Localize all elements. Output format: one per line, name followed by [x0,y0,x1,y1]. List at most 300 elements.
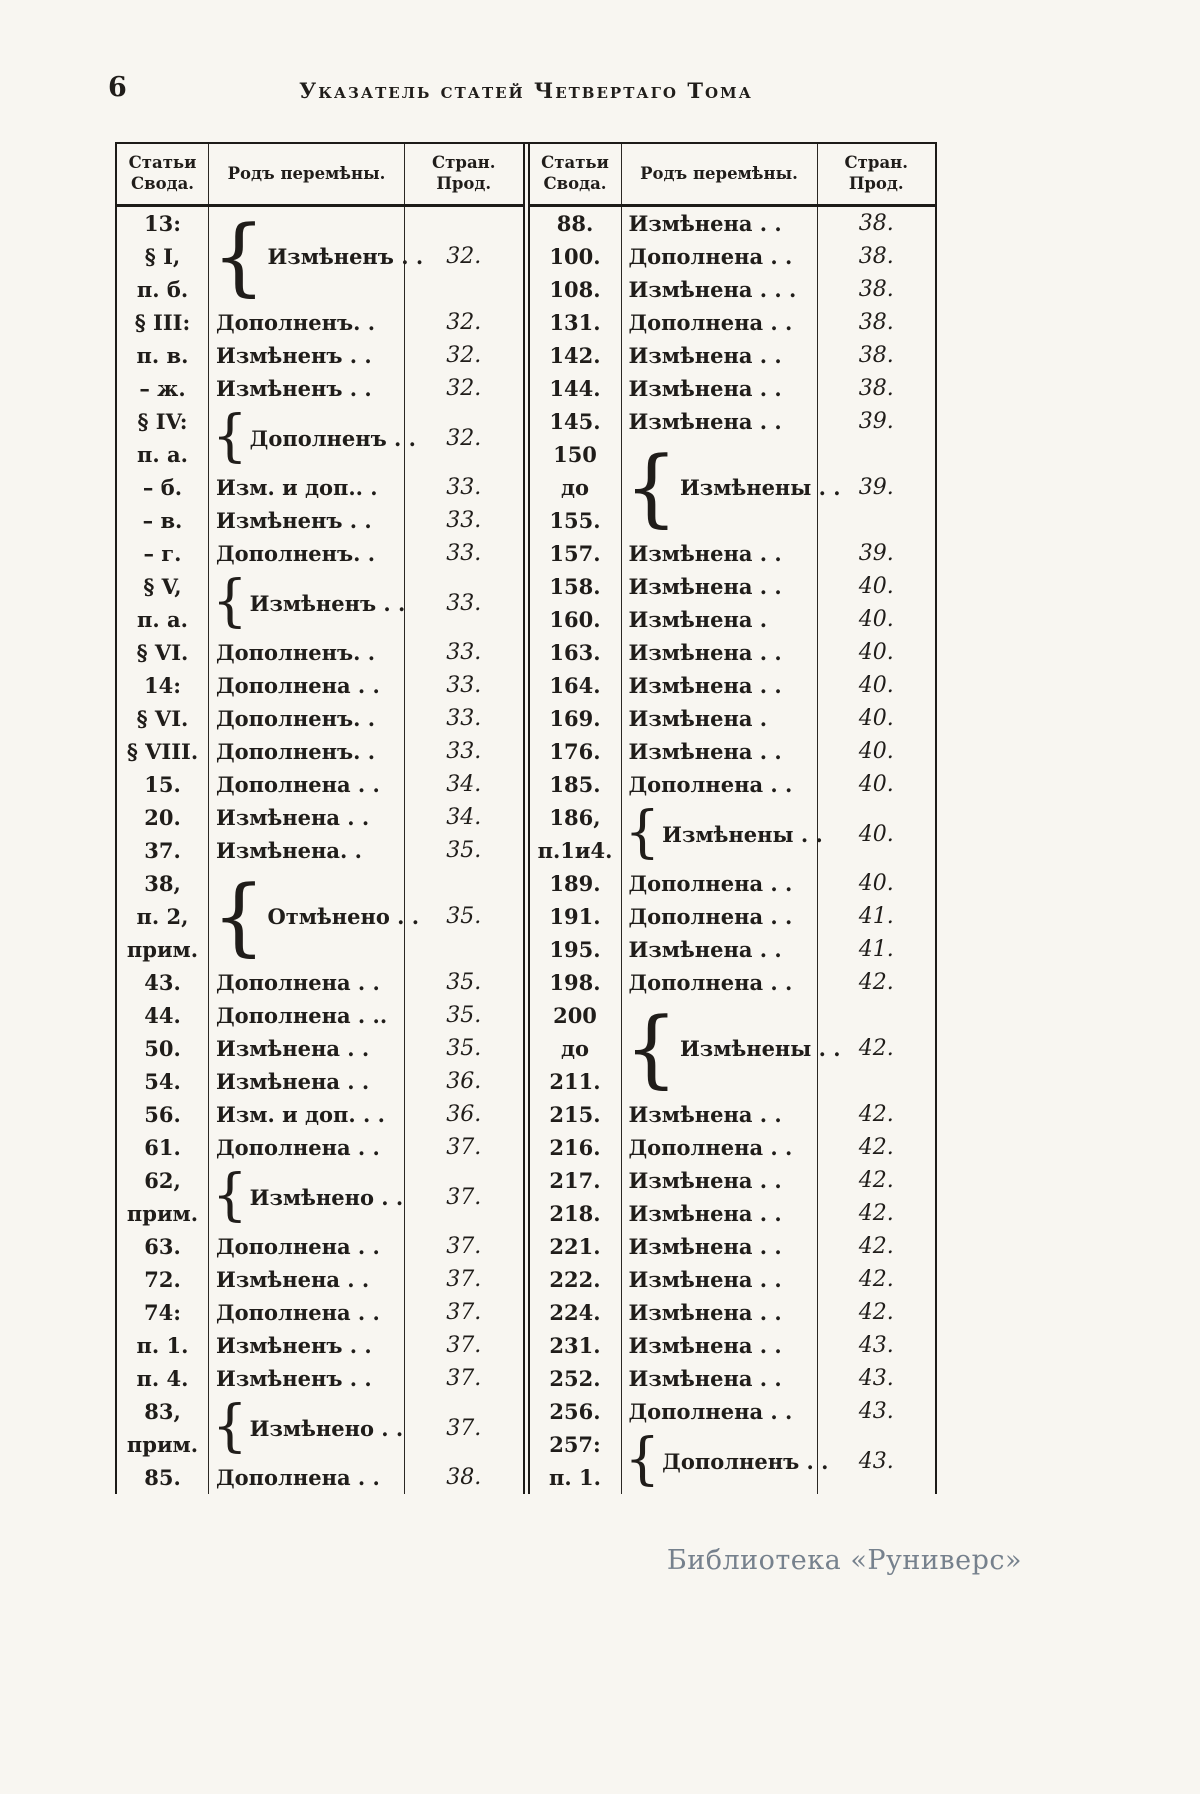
change-cell [622,437,841,537]
change-cell [209,372,405,405]
page-ref-cell [405,867,523,966]
change-cell [209,636,405,669]
page-ref-cell [405,1395,523,1461]
change-type: Измѣнена . . [628,1267,782,1292]
page-ref: 33. [446,706,482,731]
page-ref-cell [818,207,936,240]
article-cell [530,933,622,966]
col-header-page: Стран. Прод. [432,153,496,193]
change-type: Измѣнено . . [249,1184,404,1210]
change-type: Измѣнена . . [628,343,782,368]
page-ref: 33. [446,640,482,665]
change-cell [622,339,818,372]
change-cell [209,702,405,735]
change-cell [622,1230,818,1263]
change-type: Дополненъ . . [662,1448,829,1474]
change-cell [622,998,841,1098]
page-ref: 41. [858,904,894,929]
page-ref-cell [818,1395,936,1428]
change-cell [209,306,405,339]
page-ref: 40. [858,739,894,764]
page-ref: 40. [858,574,894,599]
change-type: Дополнена . . [628,904,793,929]
table-row [117,471,523,504]
change-cell [209,735,405,768]
article-number: 74: [144,1300,181,1325]
change-cell [622,768,818,801]
page-ref: 34. [446,805,482,830]
page-ref: 40. [858,772,894,797]
page-ref: 39. [858,541,894,566]
article-cell [530,702,622,735]
table-row [117,570,523,636]
change-cell [209,504,405,537]
change-type: Дополнена . . [216,1300,380,1325]
article-number: до [560,1036,589,1061]
article-number: 216. [549,1135,601,1160]
article-cell [117,636,209,669]
article-cell [117,1395,209,1461]
table-body-right [530,207,936,1494]
article-number: 252. [549,1366,601,1391]
page-ref: 37. [446,1300,482,1325]
change-type: Дополнена . . [216,772,380,797]
table-row [530,669,936,702]
page-ref: 42. [858,1102,894,1127]
article-cell [530,1428,622,1494]
article-cell [530,570,622,603]
page-ref-cell [405,768,523,801]
change-type: Измѣненъ . . [216,1333,372,1358]
table-row [117,1461,523,1494]
table-row [117,1098,523,1131]
page-ref: 32. [446,425,482,451]
change-type: Дополнена . . [216,970,380,995]
change-type: Дополнена . . [628,871,793,896]
page-ref-cell [818,438,936,537]
page-ref-cell [405,702,523,735]
table-row [530,306,936,339]
page-ref-cell [405,1131,523,1164]
grouping-brace: { [624,1427,661,1492]
page-ref: 41. [858,937,894,962]
table-row [530,801,936,867]
page-ref-cell [405,570,523,636]
page-ref: 33. [446,590,482,616]
grouping-brace: { [212,1394,248,1459]
change-cell [622,669,818,702]
change-cell [622,240,818,273]
change-type: Дополненъ. . [216,310,376,335]
article-number: прим. [126,937,199,962]
page-ref: 37. [446,1135,482,1160]
change-type: Измѣнена . . [628,211,782,236]
table-row [530,1329,936,1362]
article-cell [117,1032,209,1065]
article-cell [530,801,622,867]
index-table-left-half [115,144,525,1494]
index-table-right-half [528,144,938,1494]
page-ref-cell [818,735,936,768]
page-ref: 37. [446,1184,482,1210]
table-row [117,768,523,801]
article-number: 83, [144,1399,181,1424]
article-number: 218. [549,1201,601,1226]
page-ref-cell [405,504,523,537]
article-number: 198. [549,970,601,995]
page-ref-cell [405,1230,523,1263]
article-cell [530,867,622,900]
page-ref-cell [818,1296,936,1329]
page-ref: 42. [858,970,894,995]
change-cell [622,1263,818,1296]
change-cell [622,1296,818,1329]
article-number: 14: [144,673,181,698]
article-cell [530,603,622,636]
change-type: Измѣненъ . . [216,508,372,533]
article-number: 142. [549,343,601,368]
article-number: – в. [142,508,183,533]
page-ref-cell [818,570,936,603]
page-ref: 32. [446,244,482,269]
article-number: 158. [549,574,601,599]
article-number: п. б. [136,277,189,302]
article-number: 43. [144,970,181,995]
table-row [117,1131,523,1164]
article-number: 85. [144,1465,181,1490]
change-cell [209,1362,405,1395]
article-number: прим. [126,1201,199,1226]
article-cell [117,1131,209,1164]
change-type: Дополнена . . [628,772,793,797]
table-header-right [530,144,936,207]
grouping-brace: { [624,998,678,1097]
article-cell [117,768,209,801]
page-ref-cell [405,207,523,306]
change-type: Дополненъ . . [249,425,416,451]
article-number: 38, [144,871,181,896]
table-row [117,405,523,471]
page-number: 6 [108,72,127,103]
page-ref: 42. [858,1168,894,1193]
article-number: 221. [549,1234,601,1259]
table-row [530,1263,936,1296]
change-type: Измѣнена . . [216,1036,370,1061]
article-number: § VI. [136,706,189,731]
page-ref: 37. [446,1415,482,1441]
change-cell [209,537,405,570]
change-cell [209,1098,405,1131]
article-cell [530,1098,622,1131]
change-type: Измѣнена . . [628,376,782,401]
article-number: 54. [144,1069,181,1094]
table-row [117,1065,523,1098]
page-ref: 35. [446,904,482,929]
change-cell [622,867,818,900]
page-ref-cell [818,1164,936,1197]
page-ref-cell [818,966,936,999]
table-row [530,867,936,900]
article-cell [117,1362,209,1395]
article-cell [530,636,622,669]
change-type: Измѣнена . . . [628,277,797,302]
page-ref-cell [818,603,936,636]
article-number: – б. [142,475,183,500]
page-ref-cell [818,636,936,669]
change-type: Измѣнена . . [628,1102,782,1127]
change-type: Измѣненъ . . [216,1366,372,1391]
article-cell [530,1362,622,1395]
page-ref-cell [405,1461,523,1494]
article-number: п. 4. [136,1366,189,1391]
article-number: прим. [126,1432,199,1457]
change-cell [209,669,405,702]
page-ref: 33. [446,508,482,533]
article-number: 231. [549,1333,601,1358]
page-ref: 35. [446,1036,482,1061]
change-cell [209,404,416,471]
table-row [530,240,936,273]
change-type: Измѣнена . . [628,541,782,566]
article-number: 217. [549,1168,601,1193]
article-number: § V, [143,574,182,599]
article-number: – г. [143,541,182,566]
article-cell [117,1098,209,1131]
table-row [117,339,523,372]
table-row [117,1296,523,1329]
page-ref-cell [818,537,936,570]
article-cell [530,240,622,273]
table-row [530,999,936,1098]
page-ref-cell [818,999,936,1098]
page-ref-cell [818,801,936,867]
table-row [530,702,936,735]
article-cell [117,372,209,405]
page-ref-cell [405,1164,523,1230]
change-cell [622,1427,829,1494]
page-ref-cell [405,372,523,405]
article-cell [530,1131,622,1164]
change-cell [209,1395,405,1461]
table-body-left [117,207,523,1494]
page-ref-cell [405,1296,523,1329]
article-cell [530,306,622,339]
col-header-change: Родъ перемѣны. [209,144,405,204]
change-type: Измѣненъ . . [216,376,372,401]
article-number: 185. [549,772,601,797]
change-type: Отмѣнено . . [267,904,420,929]
page-ref-cell [818,702,936,735]
change-type: Измѣнена . [628,607,768,632]
table-row [530,1164,936,1197]
article-number: п.1и4. [537,838,613,863]
page-ref: 38. [858,376,894,401]
article-cell [530,1230,622,1263]
article-number: 169. [549,706,601,731]
change-type: Измѣнены . . [662,821,823,847]
page-ref: 37. [446,1267,482,1292]
page-ref-cell [818,372,936,405]
article-cell [530,438,622,537]
change-type: Измѣнена . . [628,1201,782,1226]
change-type: Измѣнена . . [628,1366,782,1391]
article-cell [530,273,622,306]
table-header-left [117,144,523,207]
change-type: Измѣнена. . [216,838,362,863]
article-cell [117,1230,209,1263]
page-ref-cell [405,471,523,504]
article-cell [530,999,622,1098]
change-type: Измѣнена . . [628,937,782,962]
change-cell [622,1131,818,1164]
article-number: 176. [549,739,601,764]
table-row [530,735,936,768]
page-ref: 33. [446,673,482,698]
change-type: Дополненъ. . [216,640,376,665]
page-ref: 43. [858,1399,894,1424]
page-ref: 38. [858,244,894,269]
article-number: п. в. [136,343,189,368]
page-ref-cell [405,1263,523,1296]
article-number: 145. [549,409,601,434]
article-number: 224. [549,1300,601,1325]
page-ref-cell [818,669,936,702]
page-ref: 39. [858,409,894,434]
page-ref-cell [405,999,523,1032]
page-ref: 37. [446,1333,482,1358]
page-ref: 42. [858,1135,894,1160]
page-ref: 37. [446,1234,482,1259]
article-cell [530,372,622,405]
table-row [530,603,936,636]
grouping-brace: { [212,569,248,634]
table-row [530,372,936,405]
article-number: 72. [144,1267,181,1292]
article-cell [530,1296,622,1329]
table-row [117,801,523,834]
article-number: 15. [144,772,181,797]
change-cell [622,405,818,438]
page-ref: 33. [446,475,482,500]
change-cell [622,1164,818,1197]
page-ref: 40. [858,706,894,731]
article-cell [530,669,622,702]
page-ref: 42. [858,1300,894,1325]
article-number: § I, [144,244,181,269]
article-number: 211. [549,1069,601,1094]
table-row [117,1362,523,1395]
change-type: Дополненъ. . [216,739,376,764]
page-ref-cell [405,735,523,768]
article-number: 157. [549,541,601,566]
page-ref-cell [405,339,523,372]
page-ref: 42. [858,1267,894,1292]
article-cell [530,768,622,801]
change-cell [622,1197,818,1230]
table-row [530,405,936,438]
article-number: 13: [144,211,181,236]
page-ref: 32. [446,343,482,368]
change-type: Дополнена . . [216,1135,380,1160]
change-cell [622,1362,818,1395]
change-type: Измѣнена . [628,706,768,731]
change-type: Дополненъ. . [216,706,376,731]
change-type: Дополнена . . [216,1234,380,1259]
page-ref-cell [405,801,523,834]
article-number: п. 1. [136,1333,189,1358]
article-cell [117,1263,209,1296]
article-cell [117,570,209,636]
change-cell [209,471,405,504]
table-row [117,1164,523,1230]
table-row [530,636,936,669]
page-ref: 43. [858,1366,894,1391]
table-row [117,1263,523,1296]
change-cell [209,999,405,1032]
page-ref-cell [405,306,523,339]
change-cell [622,933,818,966]
table-row [530,1296,936,1329]
change-cell [209,1032,405,1065]
table-row [117,537,523,570]
col-header-page: Стран. Прод. [844,153,908,193]
page-ref: 39. [858,475,894,500]
page-ref-cell [405,1032,523,1065]
page-ref: 42. [858,1234,894,1259]
article-number: 222. [549,1267,601,1292]
page-ref-cell [818,1131,936,1164]
article-cell [117,1296,209,1329]
change-cell [622,966,818,999]
article-number: – ж. [139,376,186,401]
change-type: Измѣненъ . . [216,343,372,368]
page-ref: 37. [446,1366,482,1391]
article-cell [117,504,209,537]
change-cell [209,339,405,372]
page-ref: 38. [446,1465,482,1490]
change-cell [209,570,405,636]
library-credit: Библиотека «Руниверс» [666,1545,1022,1576]
article-number: 200 [553,1003,597,1028]
table-row [530,570,936,603]
change-cell [209,206,424,306]
page-ref: 38. [858,310,894,335]
page-ref: 40. [858,640,894,665]
page-ref-cell [818,1098,936,1131]
table-row [530,537,936,570]
change-type: Измѣнены . . [679,1036,841,1061]
change-type: Измѣнена . . [216,805,370,830]
article-number: п. 2, [136,904,189,929]
article-cell [530,207,622,240]
article-number: п. 1. [549,1465,601,1490]
article-cell [530,339,622,372]
grouping-brace: { [212,1163,248,1228]
grouping-brace: { [624,437,678,536]
article-number: 100. [549,244,601,269]
change-type: Изм. и доп.. . [216,475,378,500]
table-row [530,768,936,801]
article-number: 150 [553,442,597,467]
article-cell [117,339,209,372]
table-row [530,1362,936,1395]
table-row [530,438,936,537]
change-cell [622,603,818,636]
page-ref-cell [405,1065,523,1098]
table-row [530,273,936,306]
change-cell [622,306,818,339]
article-number: 56. [144,1102,181,1127]
